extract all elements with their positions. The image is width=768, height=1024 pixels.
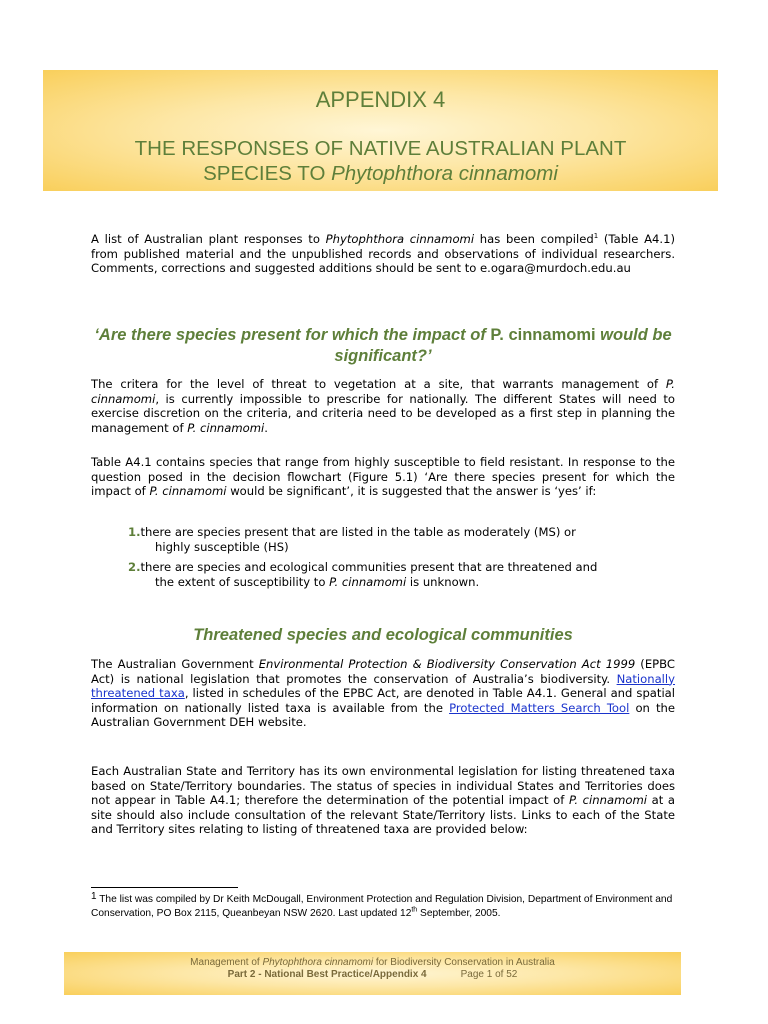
footer-part: Part 2 - National Best Practice/Appendix 4 — [227, 969, 427, 980]
title-banner — [43, 70, 718, 191]
epbc-text-4: on the Australian Government DEH website. — [91, 700, 676, 729]
list-item-text-continued — [128, 575, 479, 590]
list-item-text-suffix: is unknown. — [406, 574, 480, 589]
appendix-title: APPENDIX 4 — [315, 87, 446, 112]
intro-species: Phytophthora cinnamomi — [325, 232, 475, 246]
appendix-subtitle — [43, 136, 718, 186]
intro-text-3: (Table A4.1) from published material and the unpublished records and observations of individual researchers. Comments, corrections and suggested additions should be sent to e.ogara@murdoch.edu.au — [91, 232, 676, 275]
list-number: 1. — [128, 525, 141, 539]
footer-section — [64, 969, 681, 980]
question-text-2: would be significant?’ — [334, 326, 672, 365]
footer-title-species: Phytophthora cinnamomi — [262, 957, 374, 968]
question-text-1: ‘Are there species present for which the impact of — [94, 326, 491, 344]
footnote-text-2: September, 2005. — [417, 908, 501, 919]
list-item-text-continued: highly susceptible (HS) — [155, 539, 289, 554]
criteria-text-3: . — [264, 420, 268, 435]
footnote-divider — [91, 887, 238, 888]
page-footer — [64, 952, 681, 995]
list-item-species: P. cinnamomi — [329, 574, 407, 589]
table-intro-text-2: would be significant’, it is suggested that the answer is ‘yes’ if: — [226, 484, 597, 498]
footnote — [91, 893, 691, 921]
epbc-act-name: Environmental Protection & Biodiversity Conservation Act 1999 — [258, 657, 636, 671]
criteria-text-2: , is currently impossible to prescribe for nationally. The different States will need to exercise discretion on the criteria, and criteria need to be developed as a first step in planning the management of — [91, 391, 675, 435]
subtitle-line1: THE RESPONSES OF NATIVE AUSTRALIAN PLANT — [134, 137, 627, 160]
state-text-1: Each Australian State and Territory has its own environmental legislation for listing threatened taxa based on State/Territory boundaries. The status of species in individual States and Territories does not appear in Table A4.1; therefore the determination of the potential impact of — [91, 764, 675, 807]
epbc-text-3: , listed in schedules of the EPBC Act, are denoted in Table A4.1. General and spatial information on nationally listed taxa is available from the — [91, 686, 676, 715]
intro-paragraph — [91, 232, 675, 276]
criteria-paragraph — [91, 377, 675, 435]
footnote-reference[interactable]: 1 — [593, 232, 599, 241]
intro-text-2: has been compiled — [474, 232, 594, 246]
epbc-text-1: The Australian Government — [91, 657, 259, 671]
footnote-text-1: The list was compiled by Dr Keith McDougall, Environment Protection and Regulation Division, Department of Environment and Conservation, PO Box 2115, Queanbeyan NSW 2620. Last updated 12 — [91, 894, 673, 919]
subtitle-line2-species: Phytophthora cinnamomi — [331, 162, 558, 185]
question-species: P. cinnamomi — [490, 326, 596, 344]
table-intro-text-1: Table A4.1 contains species that range from highly susceptible to field resistant. In response to the question posed in the decision flowchart (Figure 5.1) ‘Are there species present for which the impact of — [91, 455, 675, 498]
footer-title — [64, 957, 681, 968]
criteria-species-2: P. cinnamomi — [187, 420, 265, 435]
criteria-species-1: P. cinnamomi — [91, 377, 675, 406]
protected-matters-search-tool-link[interactable]: Protected Matters Search Tool — [449, 700, 630, 715]
list-number: 2. — [128, 560, 141, 574]
list-item-text-prefix: the extent of susceptibility to — [155, 574, 330, 589]
list-item-text: there are species and ecological communities present that are threatened and — [140, 560, 598, 574]
state-legislation-paragraph — [91, 764, 675, 837]
list-item — [128, 560, 675, 589]
table-intro-species: P. cinnamomi — [149, 484, 227, 498]
table-intro-paragraph — [91, 455, 675, 499]
question-heading — [91, 325, 675, 367]
footer-title-suffix: for Biodiversity Conservation in Australia — [373, 957, 555, 968]
subtitle-line2-prefix: SPECIES TO — [203, 162, 332, 185]
list-item-text: there are species present that are listed in the table as moderately (MS) or — [140, 525, 576, 539]
threatened-species-heading: Threatened species and ecological communities — [193, 626, 573, 644]
nationally-threatened-taxa-link[interactable]: Nationally threatened taxa — [91, 671, 675, 700]
footnote-mark: 1 — [91, 891, 97, 902]
state-text-2: at a site should also include consultation of the relevant State/Territory lists. Links to each of the State and Territory sites relating to listing of threatened taxa are provided below: — [91, 793, 675, 836]
state-species: P. cinnamomi — [568, 793, 647, 807]
epbc-paragraph — [91, 657, 675, 730]
intro-text-1: A list of Australian plant responses to — [91, 232, 326, 246]
footer-title-prefix: Management of — [190, 957, 263, 968]
list-item — [128, 525, 675, 554]
page-number: Page 1 of 52 — [460, 969, 518, 980]
criteria-text-1: The critera for the level of threat to vegetation at a site, that warrants management of — [91, 377, 666, 391]
epbc-text-2: (EPBC Act) is national legislation that promotes the conservation of Australia’s biodiversity. — [91, 657, 675, 686]
footnote-ordinal: th — [411, 906, 418, 914]
